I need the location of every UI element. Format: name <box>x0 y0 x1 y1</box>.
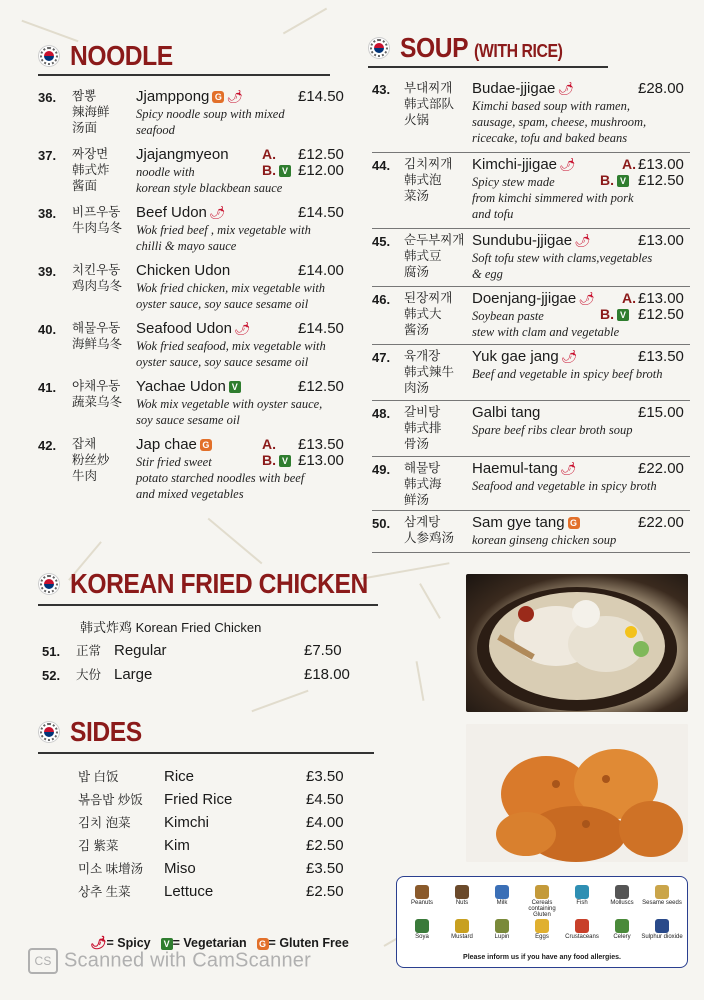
side-korean-name: 밥 白饭 <box>78 770 119 784</box>
side-korean-name: 볶음밥 炒饭 <box>78 793 143 807</box>
allergen-box <box>396 876 688 968</box>
item-number: 36. <box>38 90 57 105</box>
soup-header <box>368 32 585 64</box>
watermark-text: Scanned with CamScanner <box>64 949 311 972</box>
kfc-header <box>38 568 408 600</box>
allergen-item <box>401 885 443 906</box>
allergen-icon <box>535 885 549 899</box>
item-description-2: & egg <box>472 267 503 281</box>
item-korean-name: 잡채 <box>72 437 97 451</box>
allergen-item <box>601 885 643 906</box>
item-name <box>472 290 595 307</box>
option-a-price: £13.00 <box>638 156 684 173</box>
item-chinese-name-2: 鲜汤 <box>404 493 430 507</box>
item-korean-name: 갈비탕 <box>404 405 441 419</box>
item-chinese-name-2: 汤面 <box>72 121 98 135</box>
item-description: Spare beef ribs clear broth soup <box>472 423 633 437</box>
item-name <box>136 378 241 395</box>
item-description: Kimchi based soup with ramen, <box>472 99 630 113</box>
item-price: £18.00 <box>304 666 350 683</box>
item-description: Stir fried sweet <box>136 455 212 469</box>
legend-spicy: = Spicy <box>106 936 151 950</box>
item-chinese-name: 粉丝炒 <box>72 453 110 467</box>
legend-veg: = Vegetarian <box>172 936 247 950</box>
side-price: £3.50 <box>306 860 344 877</box>
item-korean-name: 짜장면 <box>72 147 109 161</box>
allergen-label: Mustard <box>451 934 473 940</box>
side-name: Kimchi <box>164 814 210 831</box>
allergen-icon <box>455 885 469 899</box>
item-chinese-name-2: 菜汤 <box>404 189 430 203</box>
item-name-text: Yachae Udon <box>136 378 226 395</box>
option-b-label <box>262 452 291 468</box>
item-description: Beef and vegetable in spicy beef broth <box>472 367 663 381</box>
item-name <box>136 262 230 279</box>
allergen-label: Fish <box>576 900 588 906</box>
chili-icon: 🌶 <box>90 935 107 950</box>
item-chinese-name: 大份 <box>76 668 102 682</box>
side-korean-name: 김 紫菜 <box>78 839 119 853</box>
allergen-icon <box>575 885 589 899</box>
item-description: Seafood and vegetable in spicy broth <box>472 479 657 493</box>
sides-rule <box>38 752 374 754</box>
item-name-text: Kimchi-jjigae <box>472 156 558 173</box>
side-name: Kim <box>164 837 190 854</box>
gluten-free-badge-icon: G <box>257 938 269 950</box>
item-chinese-name-2: 牛肉 <box>72 469 98 483</box>
item-korean-name: 짬뽕 <box>72 89 97 103</box>
item-korean-name: 삼계탕 <box>404 515 441 529</box>
side-price: £2.50 <box>306 837 344 854</box>
item-name-text: Yuk gae jang <box>472 348 559 365</box>
item-name-text: Jjamppong <box>136 88 210 105</box>
samgyetang-illustration <box>466 574 688 712</box>
allergen-note: Please inform us if you have any food allergies. <box>463 954 621 961</box>
allergen-label: Eggs <box>535 934 549 940</box>
item-name <box>472 460 576 477</box>
item-description-2: stew with clam and vegetable <box>472 325 620 339</box>
chili-icon: 🌶 <box>560 349 578 364</box>
item-description-2: oyster sauce, soy sauce sesame oil <box>136 297 309 311</box>
option-b-text: B. <box>262 162 276 178</box>
allergen-label: Crustaceans <box>565 934 599 940</box>
item-number: 45. <box>372 234 391 249</box>
vegetarian-badge-icon: V <box>279 455 291 467</box>
camscanner-logo-icon: CS <box>28 948 58 974</box>
samgyetang-photo <box>466 574 688 712</box>
vegetarian-badge-icon: V <box>161 938 173 950</box>
item-korean-name: 비프우동 <box>72 205 121 219</box>
item-chinese-name: 正常 <box>76 644 102 658</box>
item-description: noodle with <box>136 165 195 179</box>
korea-flag-icon <box>38 573 60 595</box>
option-a-label: A. <box>262 436 276 452</box>
allergen-item <box>641 885 683 906</box>
allergen-item <box>601 919 643 940</box>
item-name-text: Seafood Udon <box>136 320 232 337</box>
item-price: £13.00 <box>638 232 684 249</box>
allergen-icon <box>655 885 669 899</box>
item-description: Spicy noodle soup with mixed <box>136 107 285 121</box>
allergen-label: Molluscs <box>610 900 634 906</box>
chili-icon: 🌶 <box>557 81 574 96</box>
item-price: £14.50 <box>298 204 344 221</box>
item-number: 40. <box>38 322 57 337</box>
allergen-item <box>441 885 483 906</box>
soup-divider <box>372 456 690 457</box>
vegetarian-badge-icon: V <box>617 175 629 187</box>
allergen-label: Nuts <box>455 900 469 906</box>
option-b-price: £12.50 <box>638 306 684 323</box>
item-name: Large <box>114 666 153 683</box>
item-name-text: Doenjang-jjigae <box>472 290 577 307</box>
item-chinese-name: 韩式大 <box>404 307 442 321</box>
korea-flag-icon <box>38 721 60 743</box>
allergen-icon <box>535 919 549 933</box>
item-chinese-name: 海鲜乌冬 <box>72 337 123 351</box>
item-description-3: and mixed vegetables <box>136 487 244 501</box>
allergen-item <box>401 919 443 940</box>
item-number: 44. <box>372 158 391 173</box>
item-korean-name: 치킨우동 <box>72 263 121 277</box>
item-number: 42. <box>38 438 57 453</box>
side-korean-name: 상추 生菜 <box>78 885 131 899</box>
item-chinese-name: 韩式豆 <box>404 249 442 263</box>
allergen-label: Celery <box>613 934 631 940</box>
side-name: Fried Rice <box>164 791 233 808</box>
item-description: Soft tofu stew with clams,vegetables <box>472 251 653 265</box>
item-chinese-name: 韩式海 <box>404 477 442 491</box>
chili-icon: 🌶 <box>226 89 243 104</box>
soup-divider <box>372 344 690 345</box>
item-chinese-name: 鸡肉乌冬 <box>72 279 123 293</box>
allergen-icon <box>575 919 589 933</box>
option-a-label: A. <box>262 146 276 162</box>
item-chinese-name-2: 酱汤 <box>404 323 430 337</box>
soup-divider <box>372 400 690 401</box>
item-description: Soybean paste <box>472 309 544 323</box>
option-b-label <box>262 162 291 178</box>
item-name <box>472 156 576 173</box>
side-name: Rice <box>164 768 195 785</box>
allergen-label: Sesame seeds <box>642 900 682 906</box>
chili-icon: 🌶 <box>559 157 576 172</box>
watermark <box>28 948 311 974</box>
item-price: £22.00 <box>638 460 684 477</box>
allergen-label: Lupin <box>494 934 510 940</box>
item-chinese-name-2: 骨汤 <box>404 437 430 451</box>
item-name <box>136 204 225 221</box>
side-name: Lettuce <box>164 883 214 900</box>
item-chinese-name: 韩式辣牛 <box>404 365 455 379</box>
item-number: 41. <box>38 380 57 395</box>
korea-flag-icon <box>368 37 390 59</box>
allergen-item <box>521 919 563 940</box>
side-korean-name: 김치 泡菜 <box>78 816 131 830</box>
item-number: 48. <box>372 406 391 421</box>
item-name-text: Budae-jjigae <box>472 80 556 97</box>
side-price: £4.50 <box>306 791 344 808</box>
allergen-icon <box>615 919 629 933</box>
allergen-label: Cereals containing Gluten <box>528 900 556 918</box>
chili-icon: 🌶 <box>578 291 595 306</box>
side-price: £4.00 <box>306 814 344 831</box>
item-korean-name: 해물탕 <box>404 461 441 475</box>
soup-title: SOUP <box>400 32 468 63</box>
item-description-2: korean style blackbean sauce <box>136 181 283 195</box>
item-number: 52. <box>42 668 61 683</box>
item-name <box>472 514 580 531</box>
fried-chicken-photo <box>466 724 688 862</box>
gluten-free-badge-icon: G <box>568 517 580 529</box>
item-number: 51. <box>42 644 61 659</box>
item-description: korean ginseng chicken soup <box>472 533 617 547</box>
side-price: £2.50 <box>306 883 344 900</box>
item-chinese-name: 牛肉乌冬 <box>72 221 123 235</box>
item-price: £28.00 <box>638 80 684 97</box>
item-name <box>136 436 212 453</box>
item-description: Spicy stew made <box>472 175 555 189</box>
option-b-text: B. <box>262 452 276 468</box>
side-korean-name: 미소 味增汤 <box>78 862 144 876</box>
sides-title: SIDES <box>70 716 142 747</box>
vegetarian-badge-icon: V <box>229 381 241 393</box>
item-name-text: Sundubu-jjigae <box>472 232 573 249</box>
soup-rule <box>368 66 608 68</box>
item-description-3: ricecake, tofu and baked beans <box>472 131 628 145</box>
item-chinese-name: 韩式部队 <box>404 97 455 111</box>
item-description: Wok fried seafood, mix vegetable with <box>136 339 326 353</box>
item-korean-name: 부대찌개 <box>404 81 453 95</box>
item-description: Wok fried beef , mix vegetable with <box>136 223 311 237</box>
item-chinese-name-2: 火锅 <box>404 113 430 127</box>
allergen-icon <box>615 885 629 899</box>
item-number: 43. <box>372 82 391 97</box>
item-number: 37. <box>38 148 57 163</box>
fried-chicken-illustration <box>466 724 688 862</box>
item-number: 50. <box>372 516 391 531</box>
item-korean-name: 해물우동 <box>72 321 121 335</box>
item-name-text: Jjajangmyeon <box>136 146 229 163</box>
kfc-rule <box>38 604 378 606</box>
gluten-free-badge-icon: G <box>200 439 212 451</box>
item-chinese-name-2: 肉汤 <box>404 381 430 395</box>
gluten-free-badge-icon: G <box>212 91 224 103</box>
item-price: £14.50 <box>298 88 344 105</box>
item-name-text: Galbi tang <box>472 404 541 421</box>
soup-divider <box>372 152 690 153</box>
chili-icon: 🌶 <box>233 321 251 336</box>
item-price: £7.50 <box>304 642 342 659</box>
allergen-label: Sulphur dioxide <box>641 934 683 940</box>
item-description-2: chilli & mayo sauce <box>136 239 237 253</box>
item-chinese-name: 韩式炸 <box>72 163 110 177</box>
item-chinese-name: 蔬菜乌冬 <box>72 395 123 409</box>
item-name <box>136 320 250 337</box>
item-korean-name: 된장찌개 <box>404 291 453 305</box>
item-name-text: Sam gye tang <box>472 514 565 531</box>
option-a-price: £13.50 <box>298 436 344 453</box>
korea-flag-icon <box>38 45 60 67</box>
item-name <box>136 146 229 163</box>
item-description-2: oyster sauce, soy sauce sesame oil <box>136 355 309 369</box>
soup-title-wrap <box>400 32 562 64</box>
item-chinese-name: 辣海鲜 <box>72 105 110 119</box>
item-korean-name: 김치찌개 <box>404 157 453 171</box>
allergen-item <box>521 885 563 918</box>
side-name: Miso <box>164 860 196 877</box>
sides-header <box>38 716 152 748</box>
soup-divider <box>372 228 690 229</box>
vegetarian-badge-icon: V <box>617 309 629 321</box>
legend-gf: = Gluten Free <box>268 936 349 950</box>
item-chinese-name: 韩式泡 <box>404 173 442 187</box>
item-name-text: Chicken Udon <box>136 262 231 279</box>
option-a-label: A. <box>622 290 636 306</box>
item-description: Wok mix vegetable with oyster sauce, <box>136 397 323 411</box>
soup-divider <box>372 552 690 553</box>
soup-divider <box>372 510 690 511</box>
kfc-title: KOREAN FRIED CHICKEN <box>70 568 368 599</box>
allergen-item <box>561 919 603 940</box>
soup-divider <box>372 286 690 287</box>
item-chinese-name: 人参鸡汤 <box>404 531 455 545</box>
item-price: £14.00 <box>298 262 344 279</box>
item-korean-name: 순두부찌개 <box>404 233 465 247</box>
item-name-text: Jap chae <box>136 436 197 453</box>
allergen-label: Milk <box>496 900 508 906</box>
allergen-icon <box>495 919 509 933</box>
item-name-text: Beef Udon <box>136 204 207 221</box>
item-price: £15.00 <box>638 404 684 421</box>
item-korean-name: 육개장 <box>404 349 441 363</box>
item-name <box>472 80 574 97</box>
item-name: Regular <box>114 642 167 659</box>
item-price: £12.50 <box>298 378 344 395</box>
option-b-text: B. <box>600 172 614 188</box>
soup-subtitle: (WITH RICE) <box>474 41 563 61</box>
option-b-text: B. <box>600 306 614 322</box>
item-description-2: from kimchi simmered with pork <box>472 191 634 205</box>
item-name <box>472 404 540 421</box>
option-b-price: £13.00 <box>298 452 344 469</box>
item-number: 46. <box>372 292 391 307</box>
item-name <box>472 348 577 365</box>
allergen-icon <box>655 919 669 933</box>
item-price: £22.00 <box>638 514 684 531</box>
noodle-rule <box>38 74 330 76</box>
option-b-label <box>600 306 629 322</box>
allergen-icon <box>495 885 509 899</box>
option-b-label <box>600 172 629 188</box>
allergen-item <box>481 919 523 940</box>
item-name <box>472 232 591 249</box>
item-name <box>136 88 243 105</box>
item-price: £13.50 <box>638 348 684 365</box>
item-description-2: seafood <box>136 123 175 137</box>
item-description-2: potato starched noodles with beef <box>136 471 305 485</box>
item-number: 38. <box>38 206 57 221</box>
item-number: 49. <box>372 462 391 477</box>
chili-icon: 🌶 <box>208 205 226 220</box>
option-a-label: A. <box>622 156 636 172</box>
item-chinese-name-2: 酱面 <box>72 179 98 193</box>
item-description-2: sausage, spam, cheese, mushroom, <box>472 115 647 129</box>
allergen-label: Soya <box>415 934 429 940</box>
allergen-label: Peanuts <box>410 900 434 906</box>
item-chinese-name: 韩式排 <box>404 421 442 435</box>
item-description-3: and tofu <box>472 207 514 221</box>
item-number: 47. <box>372 350 391 365</box>
item-description-2: soy sauce sesame oil <box>136 413 240 427</box>
allergen-item <box>481 885 523 906</box>
option-b-price: £12.50 <box>638 172 684 189</box>
item-korean-name: 야채우동 <box>72 379 121 393</box>
kfc-subtitle: 韩式炸鸡 Korean Fried Chicken <box>80 620 262 635</box>
item-price: £14.50 <box>298 320 344 337</box>
item-chinese-name-2: 腐汤 <box>404 265 430 279</box>
option-a-price: £13.00 <box>638 290 684 307</box>
noodle-header <box>38 40 187 72</box>
item-name-text: Haemul-tang <box>472 460 558 477</box>
allergen-item <box>641 919 683 940</box>
option-a-price: £12.50 <box>298 146 344 163</box>
allergen-icon <box>415 919 429 933</box>
allergen-item <box>561 885 603 906</box>
chili-icon: 🌶 <box>574 233 591 248</box>
item-description: Wok fried chicken, mix vegetable with <box>136 281 326 295</box>
vegetarian-badge-icon: V <box>279 165 291 177</box>
allergen-icon <box>415 885 429 899</box>
side-price: £3.50 <box>306 768 344 785</box>
noodle-title: NOODLE <box>70 40 173 71</box>
item-number: 39. <box>38 264 57 279</box>
chili-icon: 🌶 <box>559 461 577 476</box>
allergen-icon <box>455 919 469 933</box>
allergen-item <box>441 919 483 940</box>
option-b-price: £12.00 <box>298 162 344 179</box>
